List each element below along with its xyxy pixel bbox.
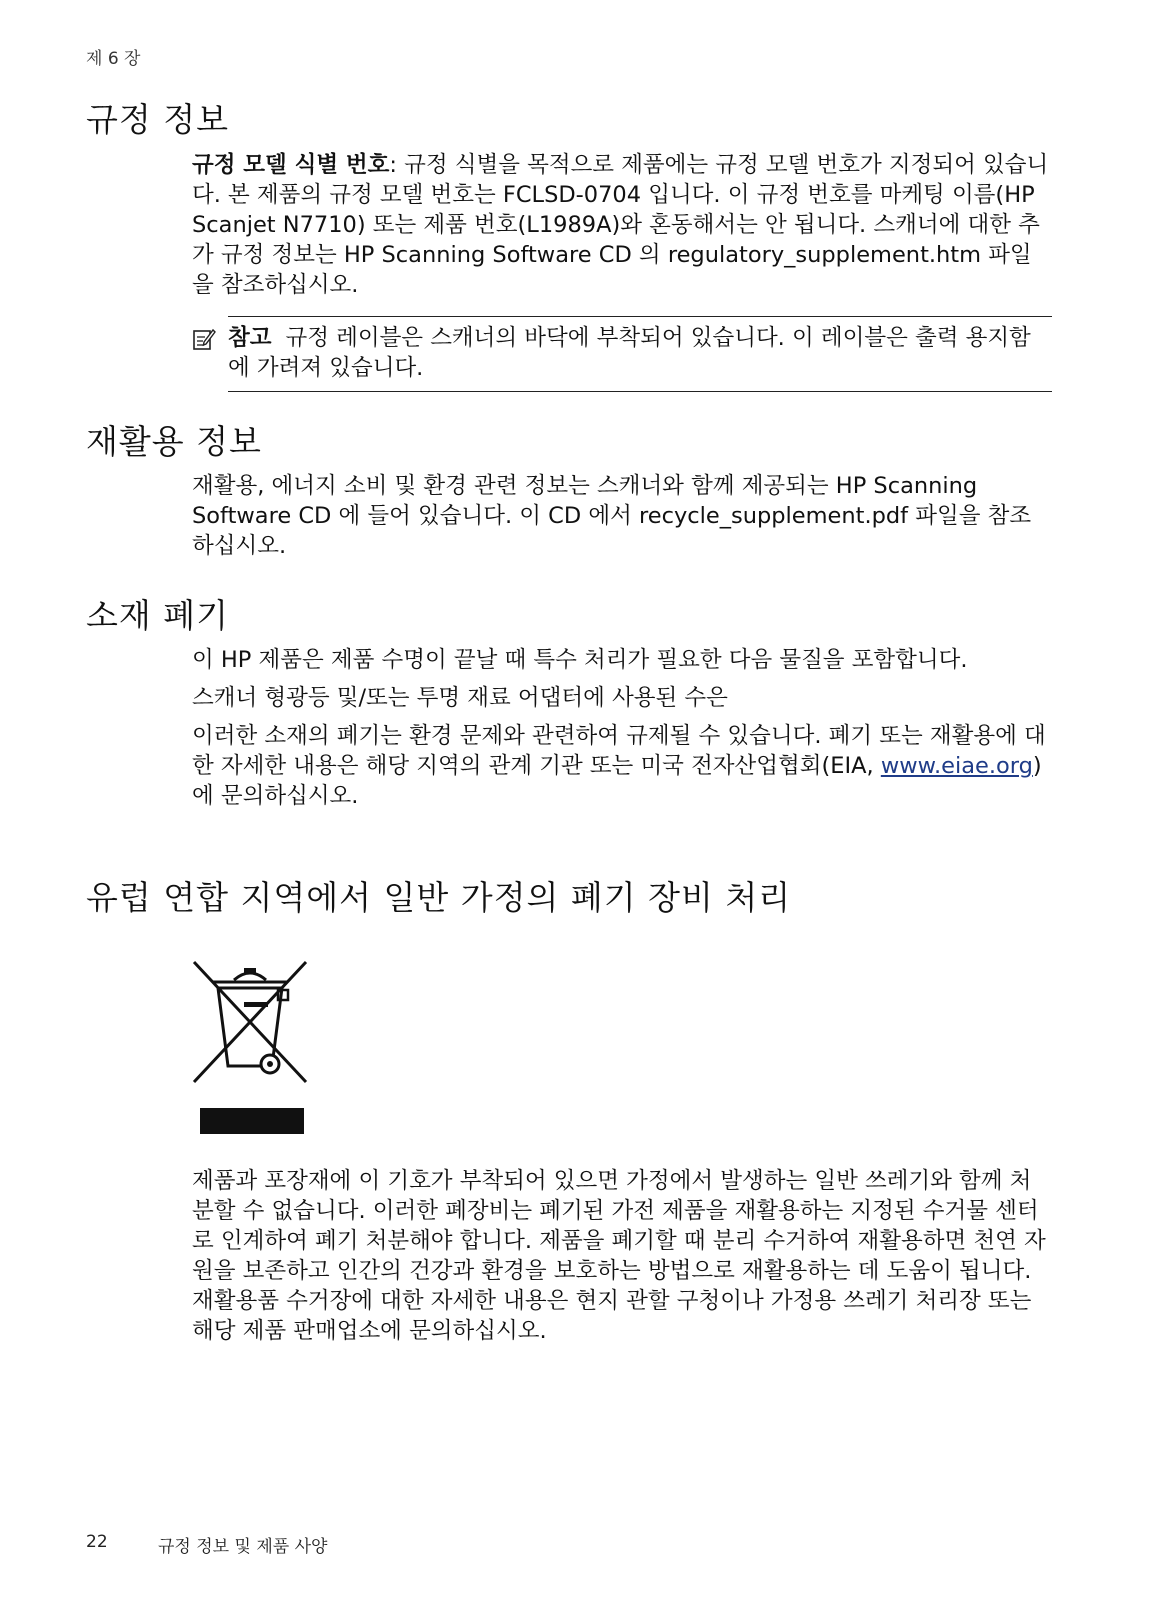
recycling-text: 재활용, 에너지 소비 및 환경 관련 정보는 스캐너와 함께 제공되는 HP Scanning Software CD 에 들어 있습니다. 이 CD 에서 recycle_supplement.pdf 파일을 참조하십시오. — [192, 473, 1032, 559]
disposal-text-3 — [192, 721, 1052, 811]
disposal-paragraphs — [192, 645, 1052, 819]
section-title-regulatory: 규정 정보 — [86, 100, 230, 139]
note-box — [228, 316, 1052, 392]
note-pencil-icon — [192, 327, 216, 351]
section-title-eu: 유럽 연합 지역에서 일반 가정의 폐기 장비 처리 — [86, 878, 792, 917]
eu-text: 제품과 포장재에 이 기호가 부착되어 있으면 가정에서 발생하는 일반 쓰레기와 함께 처분할 수 없습니다. 이러한 폐장비는 폐기된 가전 제품을 재활용하는 지정된 수거물 센터로 인계하여 폐기 처분해야 합니다. 제품을 폐기할 때 분리 수거하여 재활용하면 천연 자원을 보존하고 인간의 건강과 환경을 보호하는 방법으로 재활용하는 데 도움이 됩니다. 재활용품 수거장에 대한 자세한 내용은 현지 관할 구청이나 가정용 쓰레기 처리장 또는 해당 제품 판매업소에 문의하십시오. — [192, 1168, 1046, 1344]
model-id-text: : 규정 식별을 목적으로 제품에는 규정 모델 번호가 지정되어 있습니다. 본 제품의 규정 모델 번호는 FCLSD-0704 입니다. 이 규정 번호를 마케팅 이름(HP Scanjet N7710) 또는 제품 번호(L1989A)와 혼동해서는 안 됩니다. 스캐너에 대한 추가 규정 정보는 HP Scanning Software CD 의 regulatory_supplement.htm 파일을 참조하십시오. — [192, 152, 1049, 298]
disposal-text-2: 스캐너 형광등 및/또는 투명 재료 어댑터에 사용된 수은 — [192, 685, 728, 711]
page-number: 22 — [86, 1532, 108, 1552]
regulatory-paragraph — [192, 150, 1052, 308]
disposal-text-3-after: )에 문의하십시오. — [192, 753, 1042, 809]
eu-paragraph — [192, 1166, 1052, 1354]
weee-crossed-bin-icon — [192, 960, 308, 1160]
note-text: 규정 레이블은 스캐너의 바닥에 부착되어 있습니다. 이 레이블은 출력 용지함에 가려져 있습니다. — [228, 325, 1031, 381]
disposal-text-3-before: 이러한 소재의 폐기는 환경 문제와 관련하여 규제될 수 있습니다. 폐기 또는 재활용에 대한 자세한 내용은 해당 지역의 관계 기관 또는 미국 전자산업협회(EIA, — [192, 723, 1046, 779]
note-label: 참고 — [228, 325, 272, 351]
recycling-paragraph — [192, 471, 1052, 569]
eiae-link[interactable]: www.eiae.org — [880, 753, 1033, 779]
footer-section-title: 규정 정보 및 제품 사양 — [158, 1537, 328, 1557]
disposal-text-1: 이 HP 제품은 제품 수명이 끝날 때 특수 처리가 필요한 다음 물질을 포함합니다. — [192, 647, 968, 673]
chapter-label: 제 6 장 — [86, 49, 141, 69]
section-title-disposal: 소재 폐기 — [86, 596, 230, 635]
model-id-label: 규정 모델 식별 번호 — [192, 152, 390, 178]
section-title-recycling: 재활용 정보 — [86, 422, 262, 461]
